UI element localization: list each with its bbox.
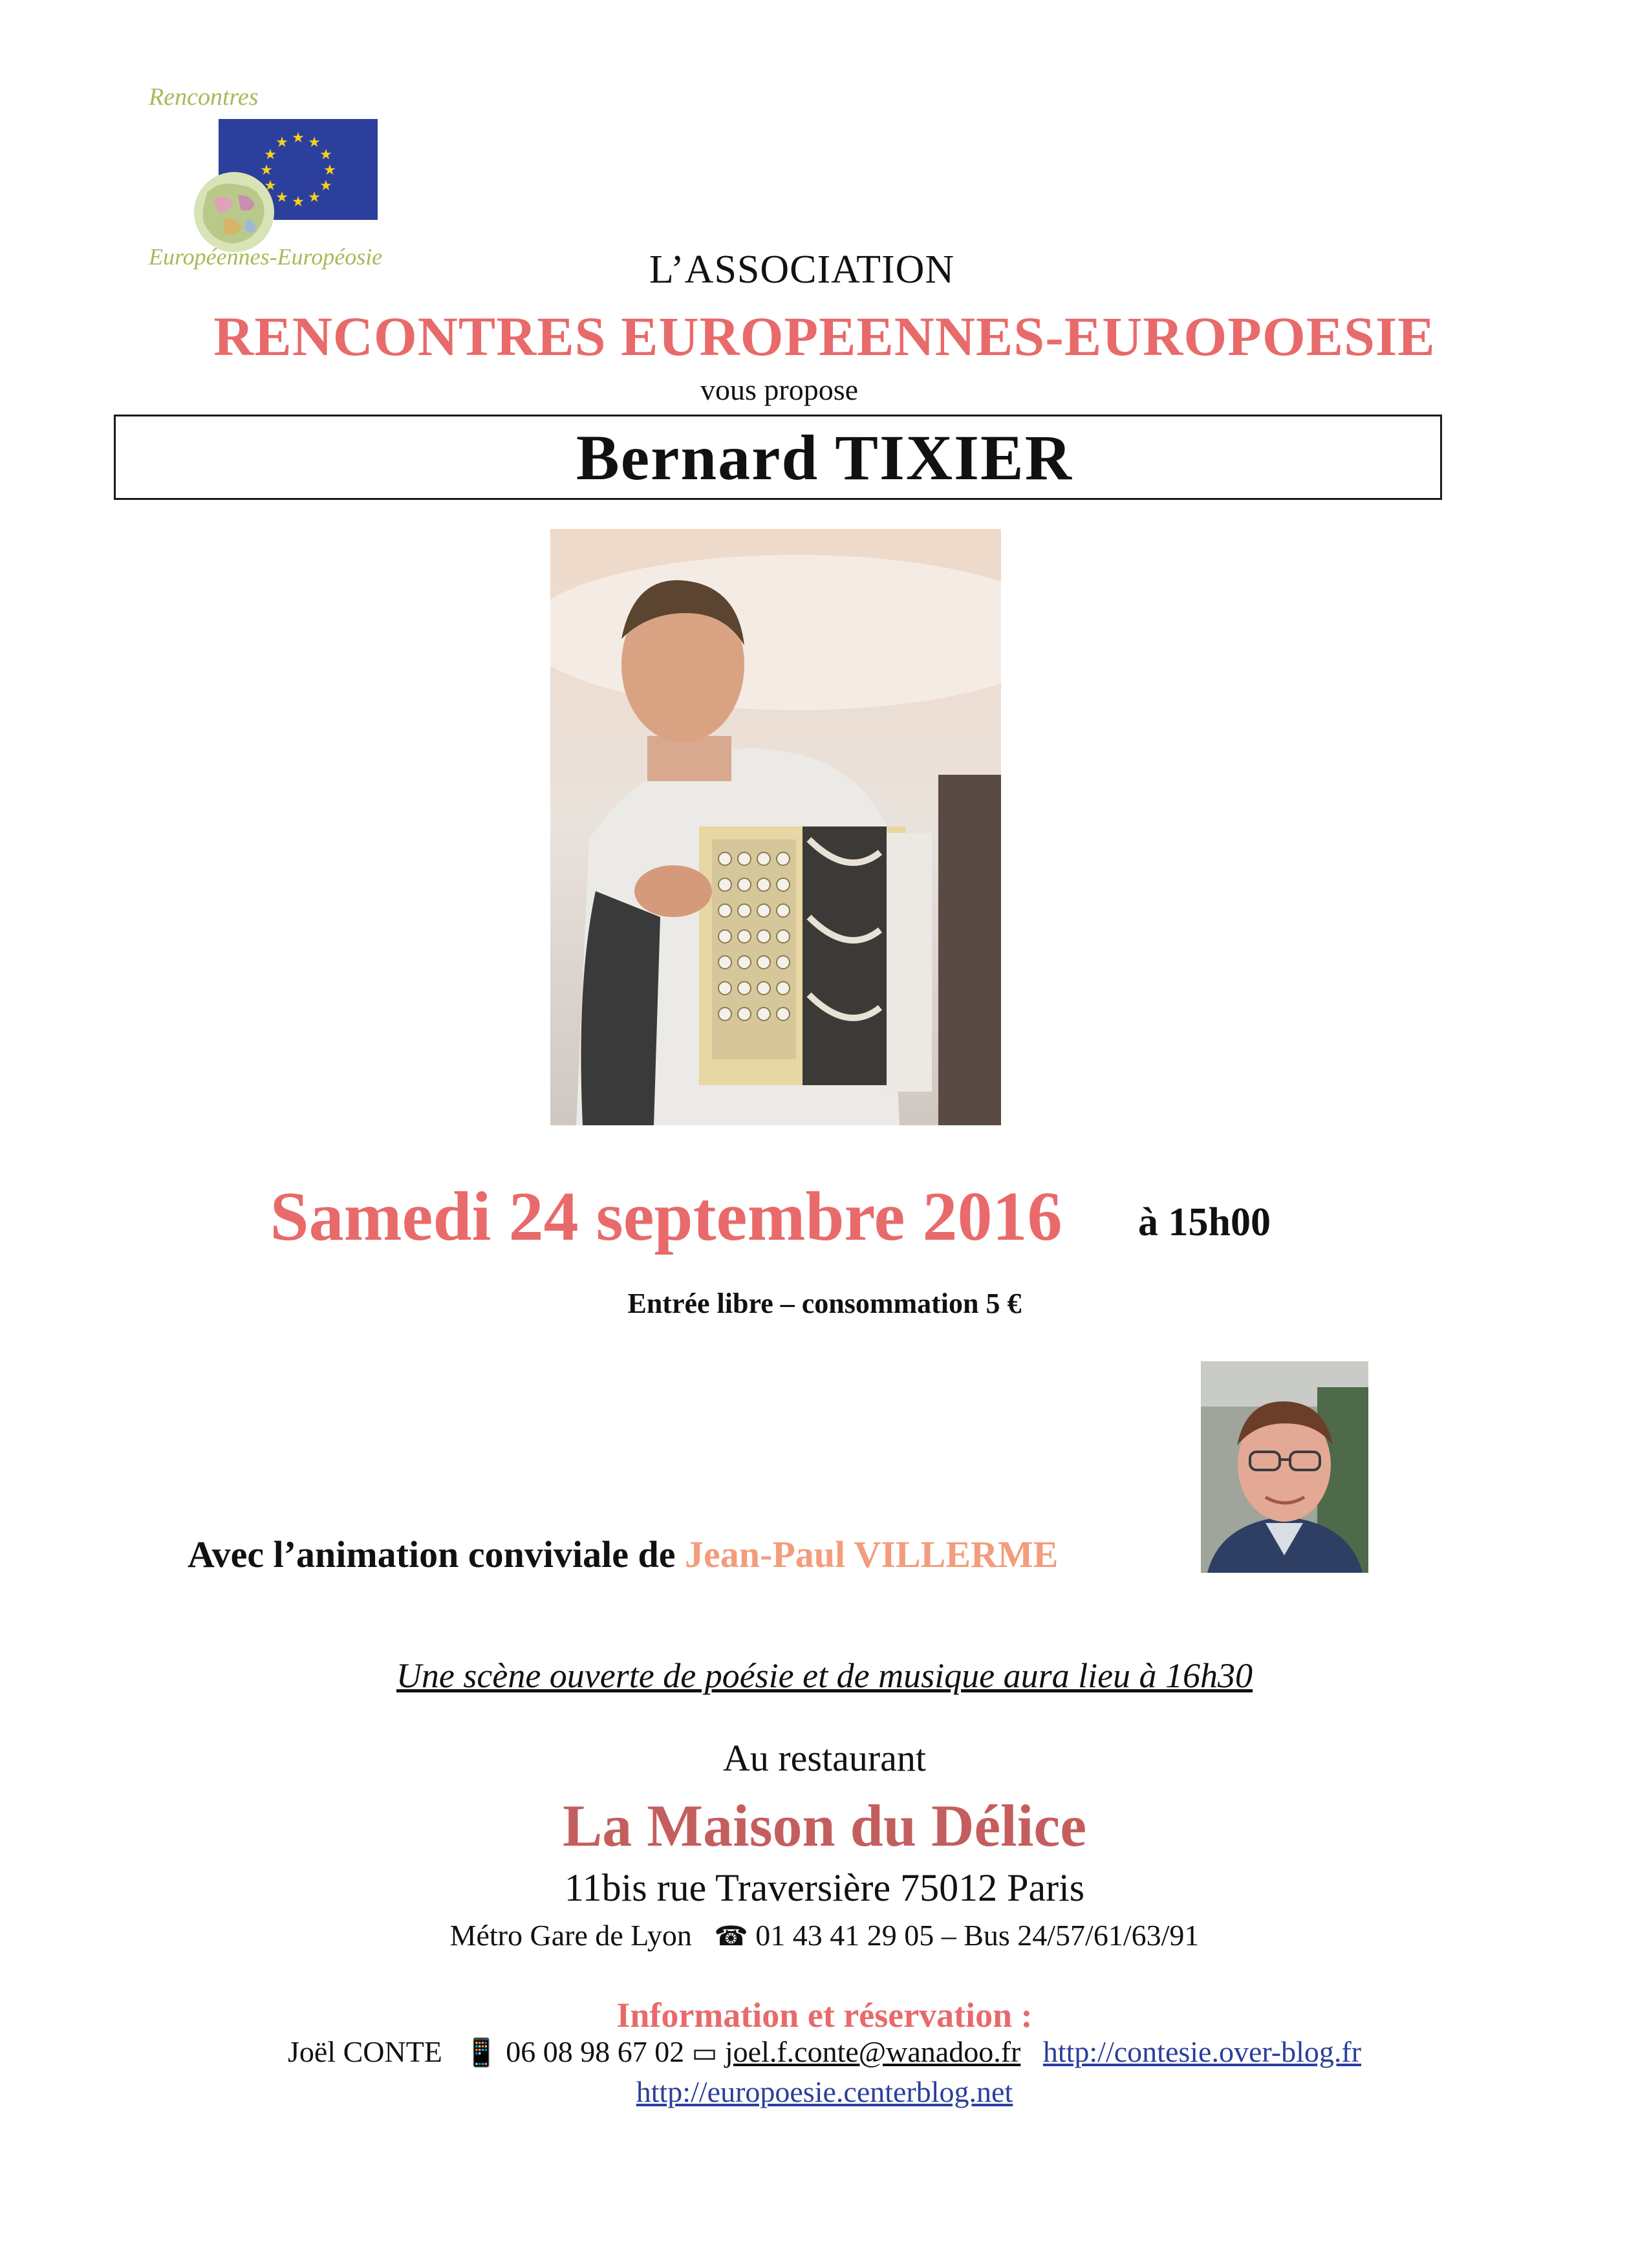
host-line [188,1533,1058,1576]
host-prefix: Avec l’animation conviviale de [188,1533,676,1575]
venue-address: 11bis rue Traversière 75012 Paris [564,1866,1085,1909]
contact-line [0,2035,1649,2069]
mobile-phone-icon: 📱 [464,2038,499,2068]
open-stage-note: Une scène ouverte de poésie et de musique aura lieu à 16h30 [396,1656,1253,1695]
svg-text:★: ★ [275,135,288,151]
entry-info: Entrée libre – consommation 5 € [627,1288,1022,1319]
svg-text:★: ★ [260,162,273,178]
phone-text: 01 43 41 29 05 – Bus 24/57/61/63/91 [755,1919,1200,1952]
svg-text:★: ★ [292,130,305,146]
venue-transport [0,1918,1649,1952]
blog-line [0,2075,1649,2109]
host-photo [1201,1361,1368,1573]
svg-text:★: ★ [308,189,321,206]
organization-title: RENCONTRES EUROPEENNES-EUROPOESIE [213,305,1436,367]
computer-icon: ▭ [691,2038,718,2068]
host-name: Jean-Paul VILLERME [684,1533,1059,1575]
svg-text:★: ★ [308,135,321,151]
svg-text:★: ★ [323,162,336,178]
event-time: à 15h00 [1138,1200,1271,1244]
svg-text:★: ★ [275,189,288,206]
blog-link-europoesie[interactable]: http://europoesie.centerblog.net [636,2075,1013,2108]
association-label: L’ASSOCIATION [649,248,955,292]
metro-text: Métro Gare de Lyon [449,1919,692,1952]
svg-text:★: ★ [264,147,277,163]
venue-name: La Maison du Délice [562,1793,1087,1859]
artist-name: Bernard TIXIER [576,422,1073,493]
logo-word-bottom: Européennes-Européosie [149,244,383,270]
event-date: Samedi 24 septembre 2016 [270,1178,1062,1255]
telephone-icon: ☎ [714,1922,748,1952]
svg-text:★: ★ [264,178,277,194]
svg-text:★: ★ [292,194,305,210]
association-logo [142,76,453,290]
blog-link-contesie[interactable]: http://contesie.over-blog.fr [1042,2035,1362,2068]
contact-name: Joël CONTE [287,2035,442,2068]
logo-word-top: Rencontres [149,83,259,111]
artist-photo [550,529,1001,1125]
svg-text:★: ★ [319,147,332,163]
contact-mobile: 06 08 98 67 02 [506,2035,685,2068]
info-heading: Information et réservation : [616,1996,1033,2035]
venue-intro: Au restaurant [722,1737,927,1779]
contact-email-link[interactable]: joel.f.conte@wanadoo.fr [724,2035,1021,2068]
svg-text:★: ★ [319,178,332,194]
proposes-text: vous propose [700,373,859,406]
